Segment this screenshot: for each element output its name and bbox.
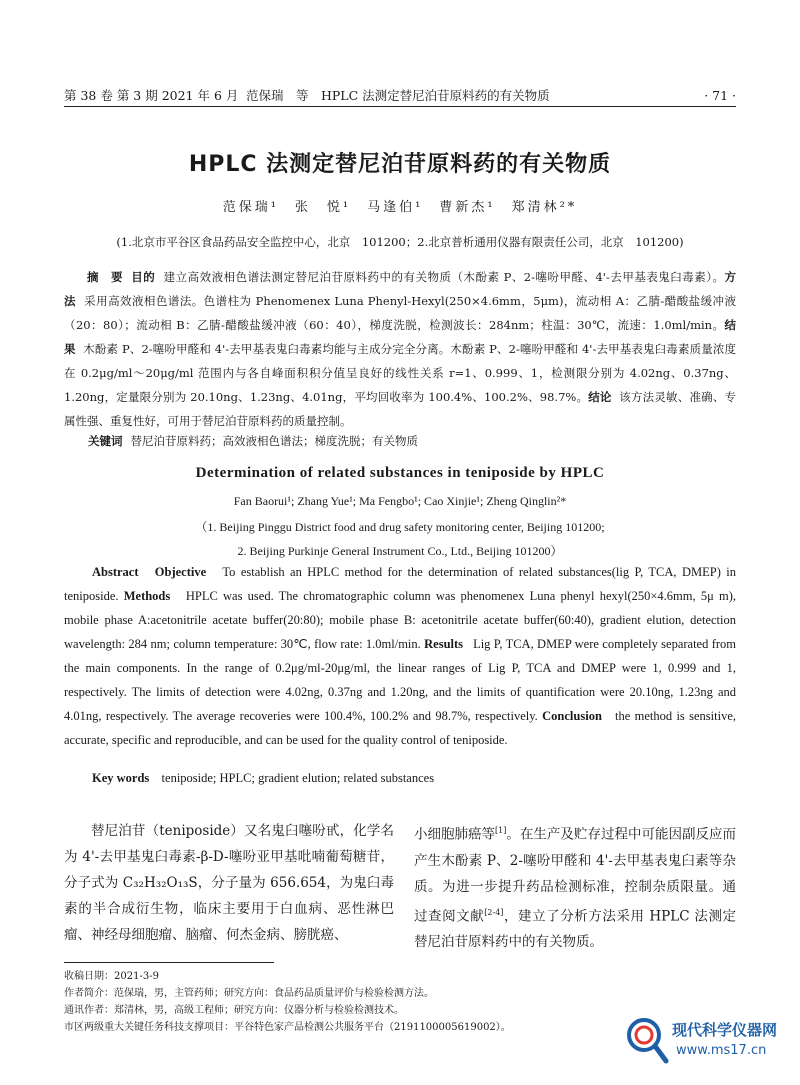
- abstract-en: [64, 560, 736, 752]
- conclusion-cn-label: 结论: [588, 390, 612, 404]
- running-title: 范保瑞 等 HPLC 法测定替尼泊苷原料药的有关物质: [246, 88, 550, 103]
- keywords-cn-text: 替尼泊苷原料药；高效液相色谱法；梯度洗脱；有关物质: [130, 434, 418, 448]
- body-column-left: 替尼泊苷（teniposide）又名鬼臼噻吩甙，化学名为 4'-去甲基鬼臼毒素-β-D-噻吩亚甲基吡喃葡萄糖苷，分子式为 C₃₂H₃₂O₁₃S，分子量为 656.654，为鬼臼毒素的半合成衍生物，临床主要用于白血病、恶性淋巴瘤、神经母细胞瘤、脑瘤、何杰金病、膀胱癌、: [64, 823, 394, 943]
- affiliation-en-1: （1. Beijing Pinggu District food and drug safety monitoring center, Beijing 101200;: [195, 520, 605, 534]
- keywords-cn: [64, 433, 736, 449]
- body-right-part-3: ，建立了分析方法采用 HPLC 法测定替尼泊苷原料药中的有关物质。: [414, 908, 737, 950]
- footnote-corresponding: 通讯作者：郑清林，男，高级工程师；研究方向：仪器分析与检验检测技术。: [64, 1005, 404, 1016]
- results-cn-label: 结果: [64, 318, 736, 356]
- footnote-received: 收稿日期：2021-3-9: [64, 971, 159, 982]
- page-number: · 71 ·: [704, 87, 736, 103]
- objective-en-label: Objective: [154, 565, 207, 579]
- conclusion-en: the method is sensitive, accurate, specific and reproducible, and can be used for the quality control of teniposide.: [64, 709, 736, 747]
- keywords-en: [92, 771, 736, 786]
- paper-title-cn: HPLC 法测定替尼泊苷原料药的有关物质: [188, 152, 612, 177]
- keywords-en-label: Key words: [92, 771, 150, 785]
- journal-issue: 第 38 卷 第 3 期 2021 年 6 月: [64, 88, 239, 103]
- watermark-url[interactable]: www.ms17.cn: [676, 1043, 767, 1058]
- methods-cn: 采用高效液相色谱法。色谱柱为 Phenomenex Luna Phenyl-Hexyl(250×4.6mm，5μm)，流动相 A：乙腈-醋酸盐缓冲液（20：80）；流动相 B：乙腈-醋酸盐缓冲液（60：40），梯度洗脱，检测波长：284nm；柱温：30℃，流速：1.0ml/min。: [64, 294, 736, 332]
- objective-cn: 建立高效液相色谱法测定替尼泊苷原料药中的有关物质（木酚素 P、2-噻吩甲醛、4'-去甲基表鬼臼毒素）。: [163, 270, 725, 284]
- keywords-cn-label: 关键词: [88, 434, 123, 448]
- affiliation-cn: (1.北京市平谷区食品药品安全监控中心，北京 101200；2.北京普析通用仪器有限责任公司，北京 101200): [116, 235, 684, 249]
- conclusion-cn: 该方法灵敏、准确、专属性强、重复性好，可用于替尼泊苷原料药的质量控制。: [64, 390, 737, 428]
- conclusion-en-label: Conclusion: [542, 709, 602, 723]
- keywords-en-text: teniposide; HPLC; gradient elution; related substances: [161, 771, 435, 785]
- watermark-text: 现代科学仪器网: [672, 1021, 778, 1039]
- site-watermark[interactable]: [612, 1013, 782, 1069]
- abstract-en-label: Abstract: [92, 565, 139, 579]
- objective-en: To establish an HPLC method for the determination of related substances(lig P, TCA, DMEP) in teniposide.: [64, 565, 737, 603]
- footnote-funding: 市区两级重大关键任务科技支撑项目：平谷特色家产品检测公共服务平台（2191100005619002）。: [64, 1022, 511, 1033]
- running-header: [64, 84, 736, 107]
- objective-cn-label: 目的: [131, 270, 156, 284]
- abstract-cn: [64, 265, 736, 433]
- paper-title-en: Determination of related substances in teniposide by HPLC: [195, 465, 605, 481]
- authors-cn: 范保瑞¹ 张 悦¹ 马逢伯¹ 曹新杰¹ 郑清林²*: [222, 200, 578, 215]
- body-right-part-1: 小细胞肺癌等: [414, 826, 496, 843]
- methods-en: HPLC was used. The chromatographic column was phenomenex Luna phenyl hexyl(250×4.6mm, 5μ m), mobile phase A:acetonitrile acetate buffer(20:80); mobile phase B: acetonitrile acetate buffer(60:40), gradient elution, detection wavelength: 284 nm; column temperature: 30℃, flow rate: 1.0ml/min.: [64, 589, 736, 651]
- affiliation-en-2: 2. Beijing Purkinje General Instrument Co., Ltd., Beijing 101200）: [237, 544, 563, 558]
- results-en-label: Results: [424, 637, 464, 651]
- citation-ref-2-4[interactable]: [2-4]: [484, 907, 504, 917]
- body-column-right: [414, 818, 736, 955]
- methods-cn-label: 方法: [64, 270, 737, 308]
- results-en: Lig P, TCA, DMEP were completely separated from the main components. In the range of 0.2μg/ml-20μg/ml, the linear ranges of Lig P, TCA and DMEP were 1, 0.999 and 1, respectively. The limits of detection were 4.02ng, 0.37ng and 1.20ng, and the limits of quantification were 20.10ng, 1.23ng and 4.01ng, respectively. The average recoveries were 100.4%, 100.2% and 98.7%, respectively.: [64, 637, 736, 723]
- magnifier-logo-icon: [624, 1015, 670, 1065]
- methods-en-label: Methods: [123, 589, 171, 603]
- citation-ref-1[interactable]: [1]: [495, 826, 507, 835]
- abstract-cn-label: 摘 要: [87, 270, 123, 284]
- results-cn: 木酚素 P、2-噻吩甲醛和 4'-去甲基表鬼臼毒素均能与主成分完全分离。木酚素 P、2-噻吩甲醛和 4'-去甲基表鬼臼毒素质量浓度在 0.2μg/ml～20μg/ml 范围内与各自峰面积积分值呈良好的线性关系 r=1、0.999、1，检测限分别为 4.02ng、0.37ng、1.20ng，定量限分别为 20.10ng、1.23ng、4.01ng，平均回收率为 100.4%、100.2%、98.7%。: [64, 342, 736, 404]
- body-right-part-2: 。在生产及贮存过程中可能因副反应而产生木酚素 P、2-噻吩甲醛和 4'-去甲基表鬼臼素等杂质。为进一步提升药品检测标准，控制杂质限量。通过查阅文献: [414, 826, 737, 924]
- authors-en: Fan Baorui¹; Zhang Yue¹; Ma Fengbo¹; Cao Xinjie¹; Zheng Qinglin²*: [233, 494, 567, 508]
- footnote-rule: [64, 962, 274, 963]
- footnote-author-bio: 作者简介：范保瑞，男，主管药师；研究方向：食品药品质量评价与检验检测方法。: [64, 988, 434, 999]
